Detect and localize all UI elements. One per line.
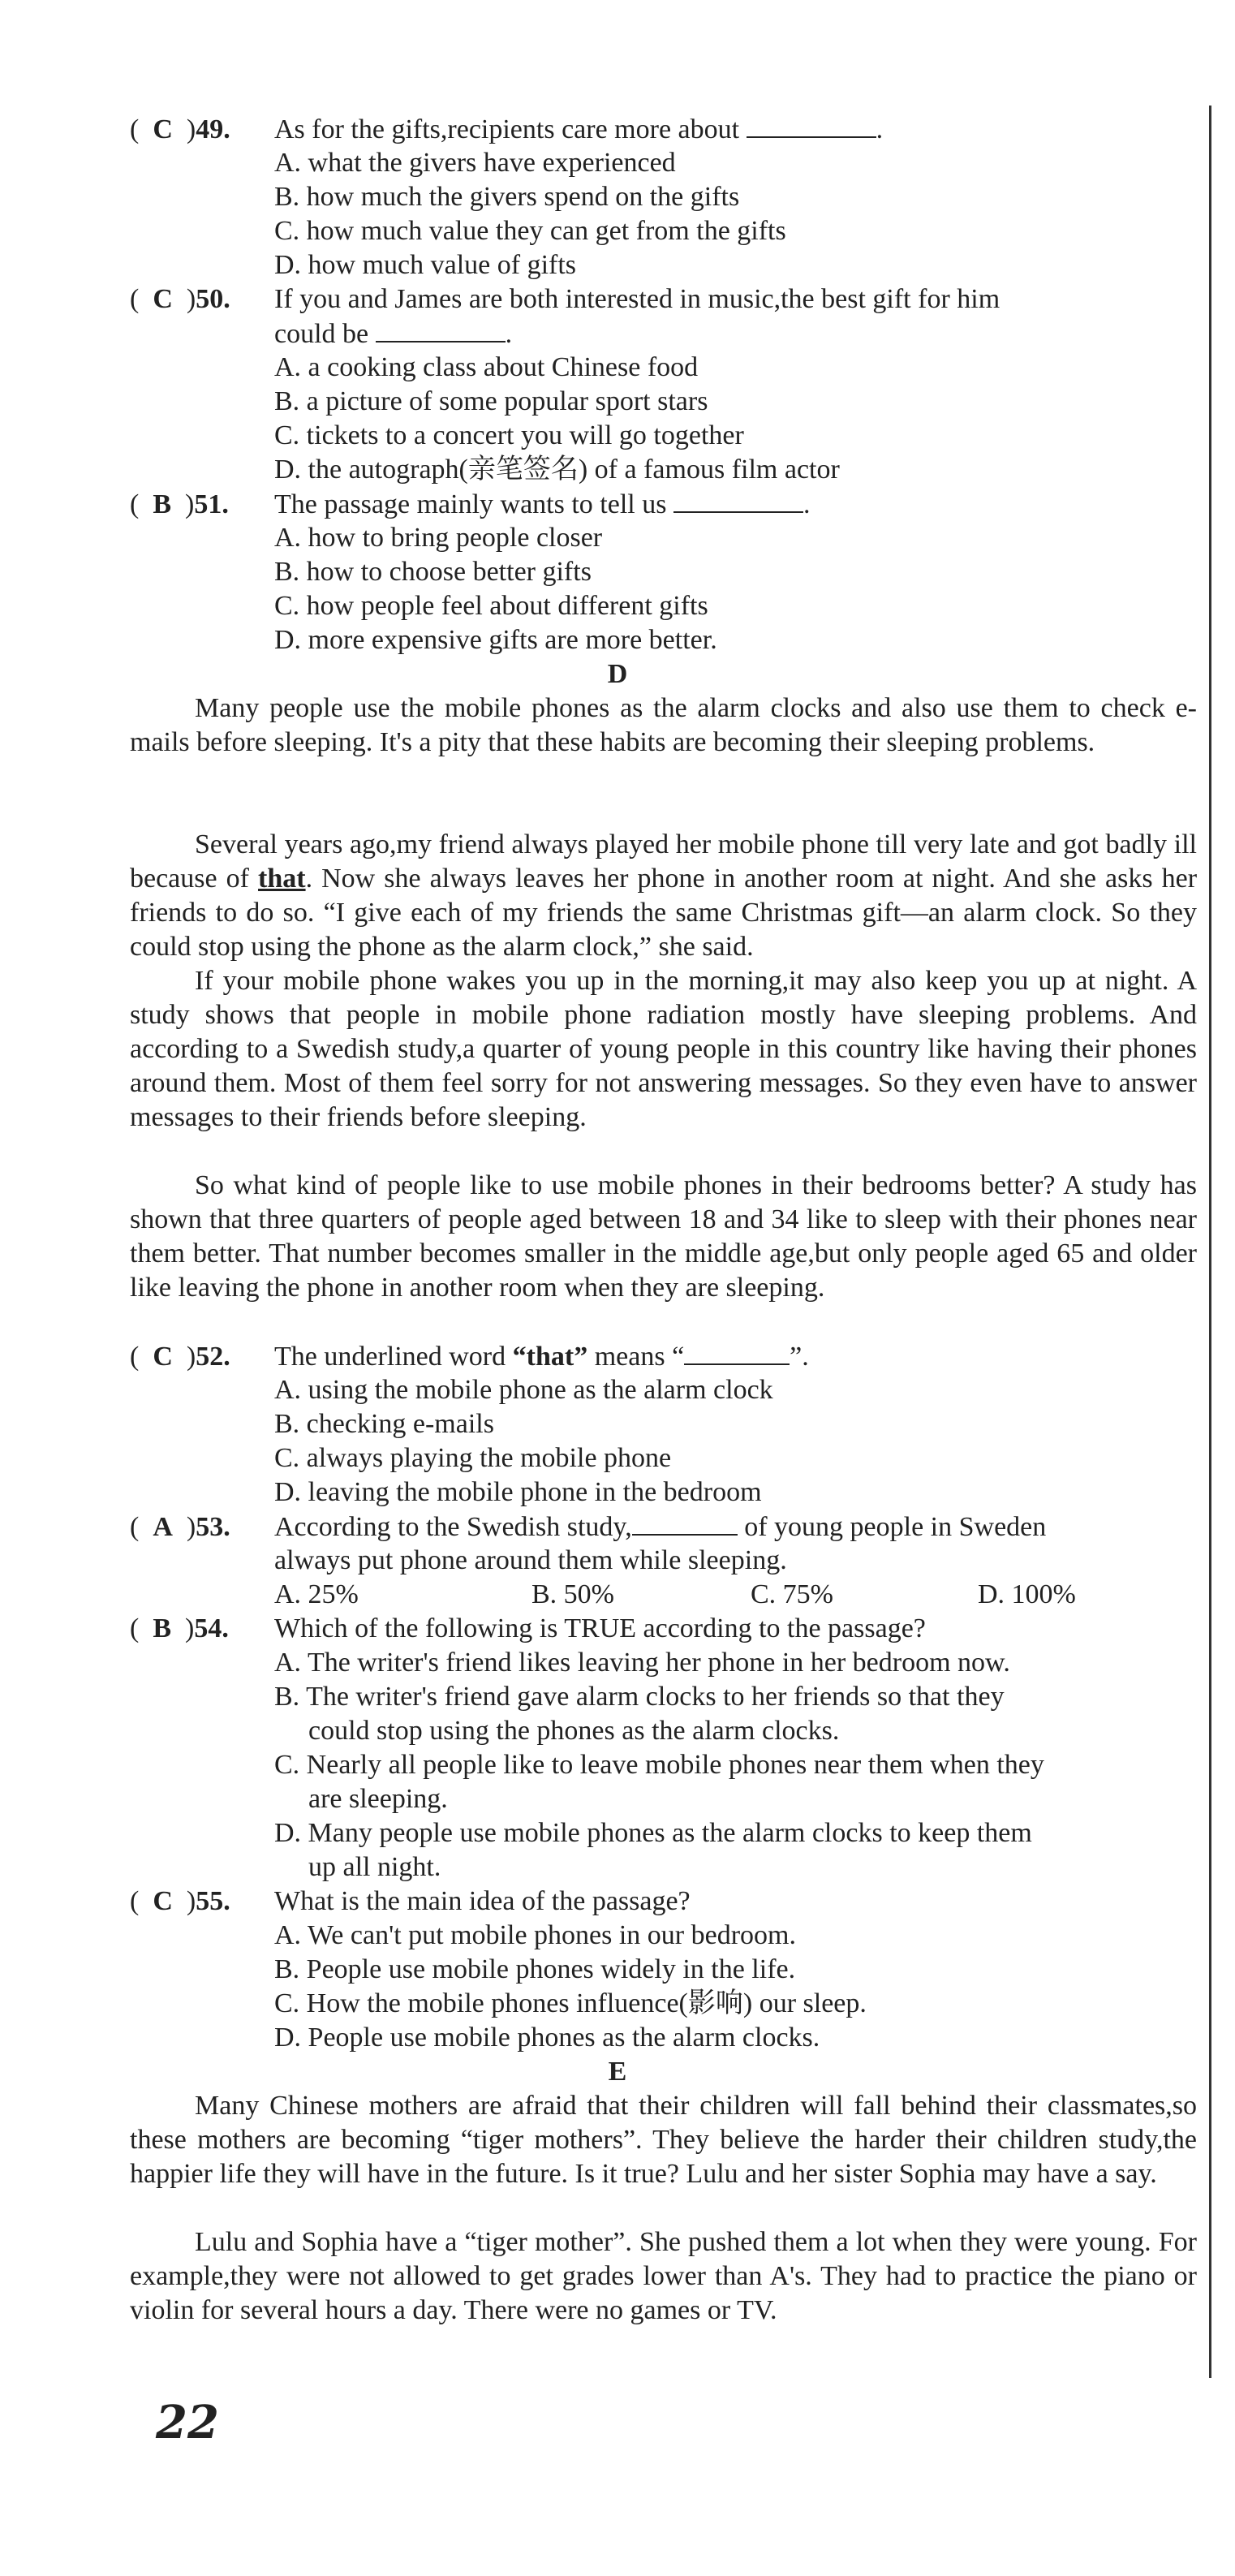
option: A. a cooking class about Chinese food <box>274 352 699 382</box>
option: A. We can't put mobile phones in our bedroom. <box>274 1920 796 1950</box>
question-stem: What is the main idea of the passage? <box>274 1886 691 1916</box>
answer-bracket: ( B )54. <box>130 1613 229 1643</box>
option-cont: up all night. <box>308 1852 441 1882</box>
answer-bracket: ( B )51. <box>130 489 229 519</box>
answer-blank <box>632 1510 738 1536</box>
question-51: ( B )51. The passage mainly wants to tell us . <box>130 487 1197 522</box>
answer-bracket: ( A )53. <box>130 1512 230 1542</box>
answer-blank <box>684 1339 790 1365</box>
question-stem: Which of the following is TRUE according to the passage? <box>274 1613 926 1643</box>
underlined-word-that: that <box>258 864 306 894</box>
option: C. always playing the mobile phone <box>274 1443 672 1473</box>
option: C. How the mobile phones influence(影响) our sleep. <box>274 1988 867 2018</box>
option: C. tickets to a concert you will go together <box>274 420 744 450</box>
option: C. 75% <box>751 1579 833 1609</box>
option: B. checking e-mails <box>274 1409 494 1439</box>
margin-rule <box>1209 106 1211 2378</box>
option: A. The writer's friend likes leaving her phone in her bedroom now. <box>274 1648 1010 1678</box>
option: D. the autograph(亲笔签名) of a famous film actor <box>274 454 840 485</box>
option-cont: are sleeping. <box>308 1784 448 1814</box>
passage-d-paragraph-2: Several years ago,my friend always played her mobile phone till very late and got badly ill because of that. Now she always leaves her phone in another room at night. And she asks her friends to do so. “I give each of my friends the same Christmas gift—an alarm clock. So they could stop using the phone as the alarm clock,” she said. <box>130 829 1198 962</box>
option: D. leaving the mobile phone in the bedroom <box>274 1477 762 1507</box>
answer-blank <box>376 317 506 342</box>
option: D. how much value of gifts <box>274 250 577 280</box>
option: A. how to bring people closer <box>274 523 603 553</box>
question-stem: If you and James are both interested in music,the best gift for him <box>274 284 1000 314</box>
option: B. 50% <box>531 1579 614 1609</box>
answer-bracket: ( C )52. <box>130 1342 230 1372</box>
option: B. a picture of some popular sport stars <box>274 386 708 416</box>
option: B. how much the givers spend on the gifts <box>274 182 740 212</box>
option: A. using the mobile phone as the alarm clock <box>274 1375 773 1405</box>
passage-e-paragraph-1: Many Chinese mothers are afraid that their children will fall behind their classmates,so these mothers are becoming “tiger mothers”. They believe the harder their children study,the happier life they will have in the future. Is it true? Lulu and her sister Sophia may have a say. <box>130 2091 1197 2189</box>
option: D. Many people use mobile phones as the alarm clocks to keep them <box>274 1818 1032 1848</box>
option-cont: could stop using the phones as the alarm clocks. <box>308 1716 840 1746</box>
answer-bracket: ( C )49. <box>130 114 230 144</box>
question-49: ( C )49. As for the gifts,recipients care more about . <box>130 112 1197 147</box>
option: B. People use mobile phones widely in the life. <box>274 1954 796 1984</box>
option: C. how much value they can get from the gifts <box>274 216 786 246</box>
question-53: ( A )53. According to the Swedish study, of young people in Sweden <box>130 1510 1197 1544</box>
option: A. what the givers have experienced <box>274 148 676 178</box>
passage-d-paragraph-4: So what kind of people like to use mobile phones in their bedrooms better? A study has shown that three quarters of people aged between 18 and 34 like to sleep with their phones near them better. That number becomes smaller in the middle age,but only people aged 65 and older like leaving the phone in another room when they are sleeping. <box>130 1170 1197 1303</box>
passage-e-paragraph-2: Lulu and Sophia have a “tiger mother”. She pushed them a lot when they were young. For example,they were not allowed to get grades lower than A's. They had to practice the piano or violin for several hours a day. There were no games or TV. <box>130 2227 1197 2325</box>
question-55 <box>130 1885 1197 1919</box>
option: C. how people feel about different gifts <box>274 591 708 621</box>
question-54 <box>130 1612 1197 1646</box>
page-number: 22 <box>156 2396 219 2449</box>
answer-bracket: ( C )55. <box>130 1886 230 1916</box>
question-50-cont: could be . <box>274 317 512 351</box>
passage-d-paragraph-3: If your mobile phone wakes you up in the morning,it may also keep you up at night. A study shows that people in mobile phone radiation mostly have sleeping problems. And according to a Swedish study,a quarter of young people in this country like having their phones around them. Most of them feel sorry for not answering messages. So they even have to answer messages to their friends before sleeping. <box>130 966 1197 1132</box>
question-stem: As for the gifts,recipients care more about <box>274 114 740 144</box>
passage-d-paragraph-1: Many people use the mobile phones as the alarm clocks and also use them to check e-mails before sleeping. It's a pity that these habits are becoming their sleeping problems. <box>130 693 1197 757</box>
answer-blank <box>747 112 876 138</box>
answer-bracket: ( C )50. <box>130 284 230 314</box>
option: D. more expensive gifts are more better. <box>274 625 717 655</box>
option: B. how to choose better gifts <box>274 557 592 587</box>
answer-blank <box>673 487 803 513</box>
option: D. 100% <box>978 1579 1076 1609</box>
section-heading-d: D <box>607 659 628 689</box>
option: C. Nearly all people like to leave mobile phones near them when they <box>274 1750 1044 1780</box>
option: D. People use mobile phones as the alarm clocks. <box>274 2022 820 2053</box>
option: A. 25% <box>274 1579 359 1609</box>
question-50 <box>130 282 1197 317</box>
question-stem: The passage mainly wants to tell us <box>274 489 667 519</box>
question-53-cont: always put phone around them while sleeping. <box>274 1545 787 1575</box>
question-52: ( C )52. The underlined word “that” means “ ”. <box>130 1339 1197 1374</box>
option: B. The writer's friend gave alarm clocks to her friends so that they <box>274 1682 1005 1712</box>
section-heading-e: E <box>608 2057 627 2087</box>
